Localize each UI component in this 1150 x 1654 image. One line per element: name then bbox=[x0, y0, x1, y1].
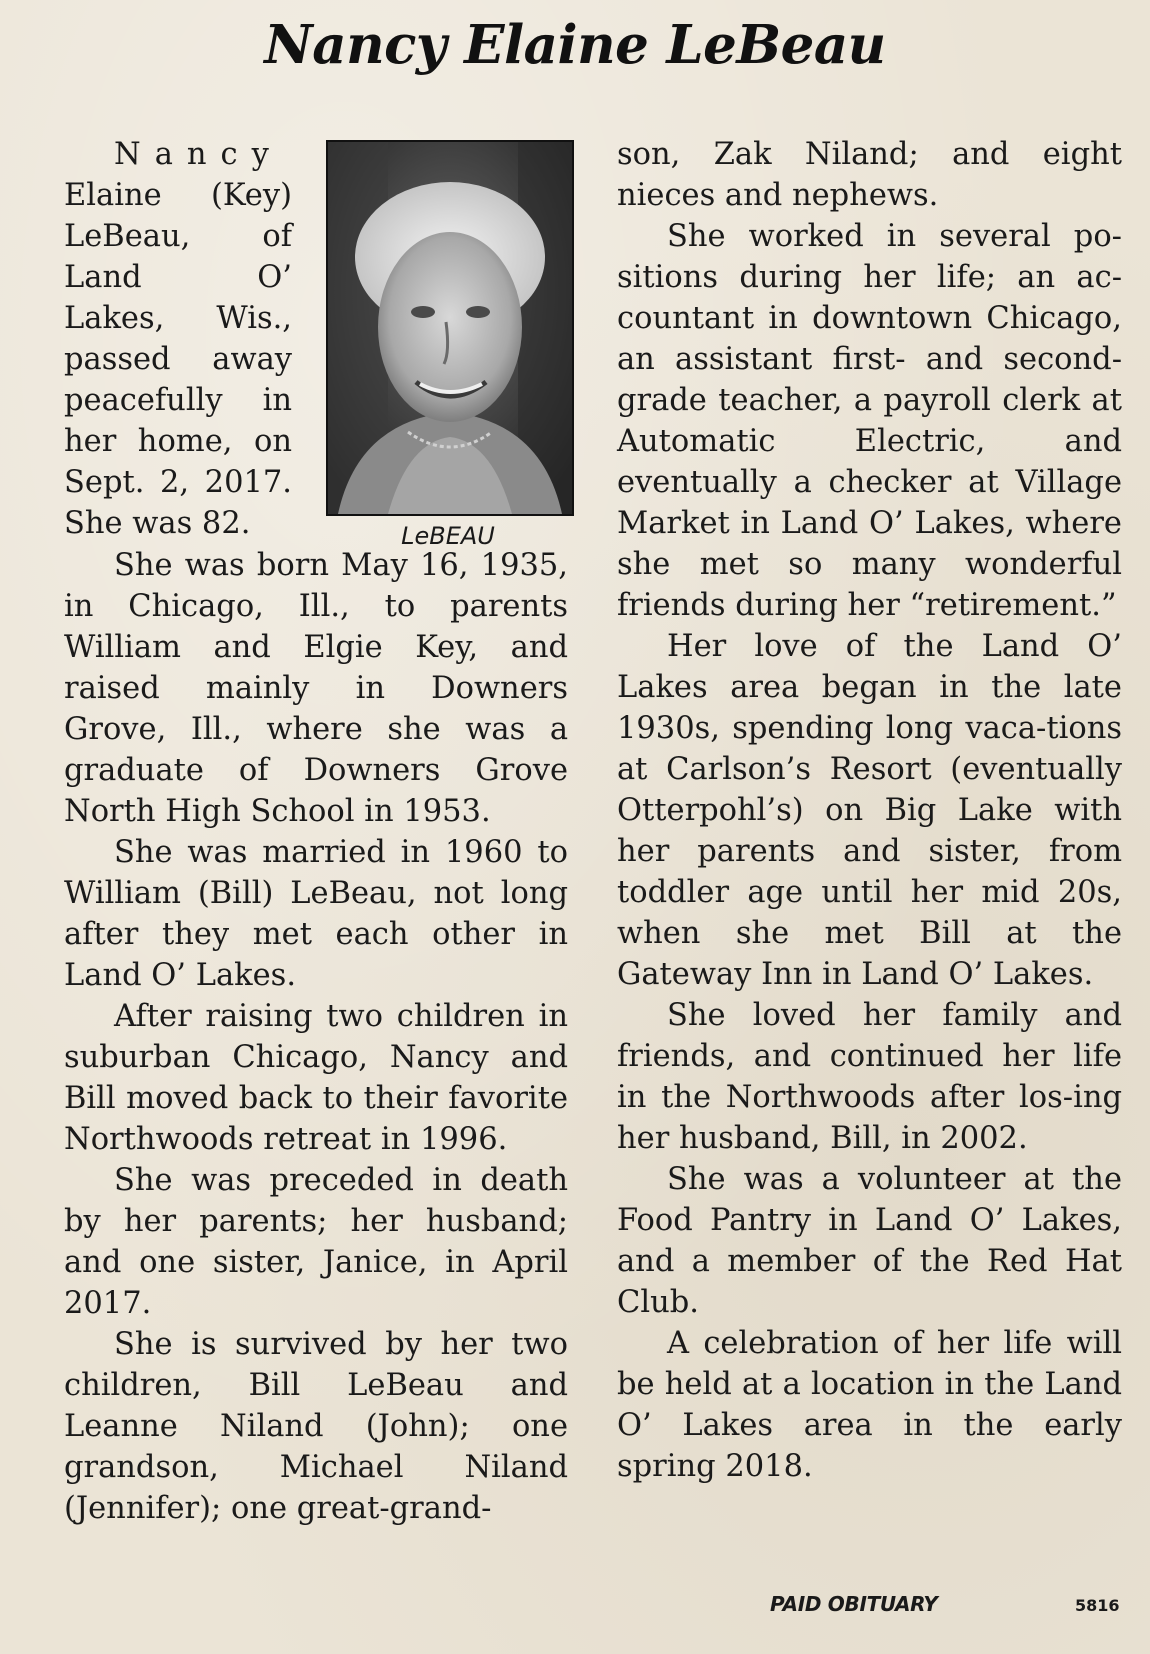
left-column bbox=[64, 545, 568, 1529]
paragraph-birth: She was born May 16, 1935, in Chicago, Ill., to parents William and Elgie Key, and raised mainly in Downers Grove, Ill., where she was a graduate of Downers Grove North High School in 1953. bbox=[64, 548, 568, 829]
intro-first-name: Nancy bbox=[114, 137, 283, 172]
paragraph-volunteer: She was a volunteer at the Food Pantry in Land O’ Lakes, and a member of the Red Hat Club. bbox=[617, 1162, 1122, 1320]
photo-caption: LeBEAU bbox=[401, 522, 495, 550]
paragraph-children: After raising two children in suburban Chicago, Nancy and Bill moved back to their favorite Northwoods retreat in 1996. bbox=[64, 999, 568, 1157]
paragraph-survived-continued: son, Zak Niland; and eight nieces and nephews. bbox=[617, 137, 1122, 213]
paragraph-family: She loved her family and friends, and continued her life in the Northwoods after los-ing her husband, Bill, in 2002. bbox=[617, 998, 1122, 1156]
portrait-illustration bbox=[328, 142, 572, 514]
portrait-photo bbox=[326, 140, 574, 516]
paragraph-marriage: She was married in 1960 to William (Bill) LeBeau, not long after they met each other in Land O’ Lakes. bbox=[64, 835, 568, 993]
paragraph-work: She worked in several po-sitions during her life; an ac-countant in downtown Chicago, an assistant first- and second-grade teacher, a payroll clerk at Automatic Electric, and eventually a checker at Village Market in Land O’ Lakes, where she met so many wonderful friends during her “retirement.” bbox=[617, 219, 1122, 623]
paragraph-preceded: She was preceded in death by her parents; her husband; and one sister, Janice, in April 2017. bbox=[64, 1163, 568, 1321]
paragraph-land-o-lakes: Her love of the Land O’ Lakes area began in the late 1930s, spending long vaca-tions at Carlson’s Resort (eventually Otterpohl’s) on Big Lake with her parents and sister, from toddler age until her mid 20s, when she met Bill at the Gateway Inn in Land O’ Lakes. bbox=[617, 629, 1122, 992]
obituary-title: Nancy Elaine LeBeau bbox=[264, 14, 886, 76]
paragraph-celebration: A celebration of her life will be held at a location in the Land O’ Lakes area in the early spring 2018. bbox=[617, 1326, 1122, 1484]
intro-text: Elaine (Key) LeBeau, of Land O’ Lakes, Wis., passed away peacefully in her home, on Sept. 2, 2017. She was 82. bbox=[64, 178, 292, 541]
ad-code: 5816 bbox=[1075, 1596, 1120, 1615]
intro-paragraph bbox=[64, 134, 292, 544]
right-column bbox=[617, 134, 1122, 1487]
paragraph-survived: She is survived by her two children, Bill LeBeau and Leanne Niland (John); one grandson, Michael Niland (Jennifer); one great-grand- bbox=[64, 1327, 568, 1526]
paid-obituary-label: PAID OBITUARY bbox=[770, 1592, 938, 1616]
